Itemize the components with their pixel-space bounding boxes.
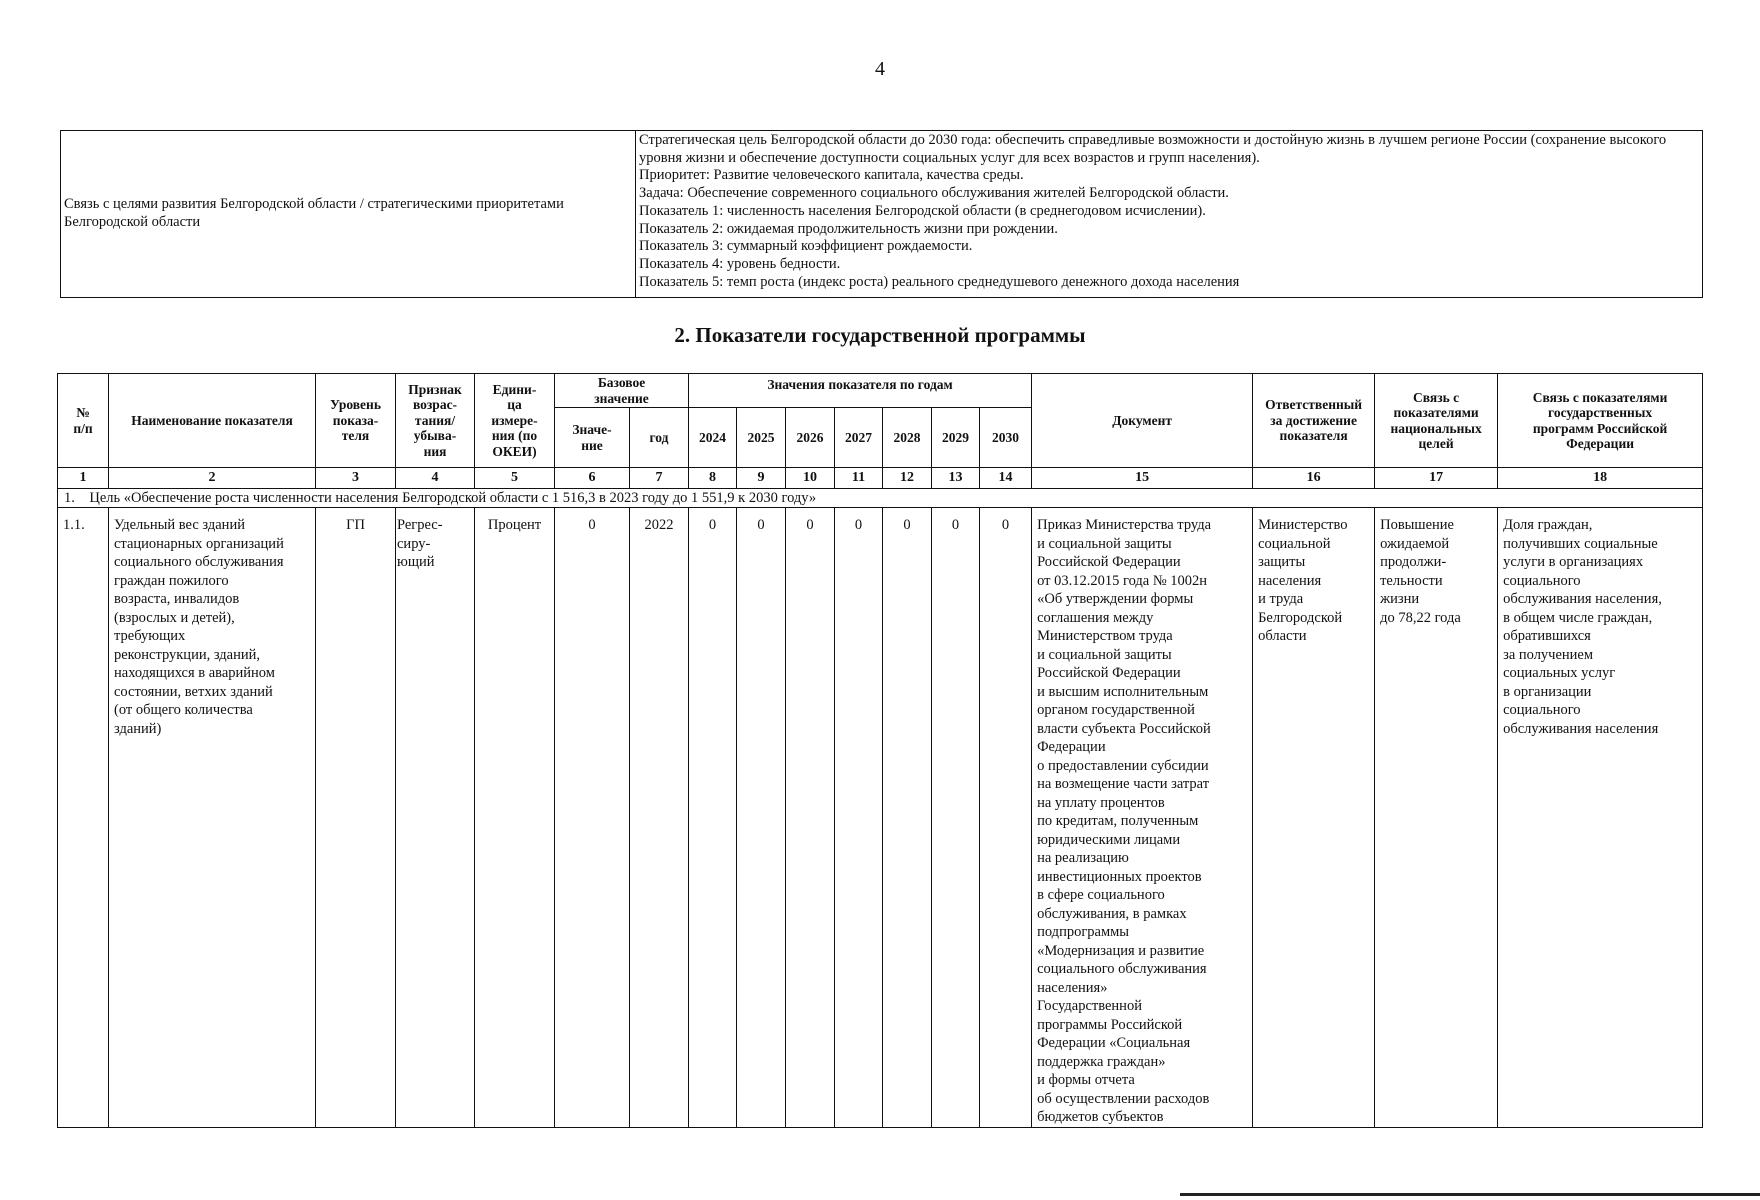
header-year: 2026 <box>786 408 835 468</box>
column-number: 8 <box>689 468 737 489</box>
column-number: 14 <box>980 468 1032 489</box>
goal-line: Стратегическая цель Белгородской области до 2030 года: обеспечить справедливые возможности и достойную жизнь в лучшем регионе России (сохранение высокого уровня жизни и обеспечение доступности социальных услуг для всех возрастов и групп населения). <box>639 132 1667 166</box>
header-base: Базовое значение <box>555 374 689 408</box>
column-number: 2 <box>109 468 316 489</box>
column-number: 12 <box>883 468 932 489</box>
header-level: Уровень показа- теля <box>316 374 396 468</box>
row-base-value: 0 <box>555 508 630 1128</box>
row-value-2028: 0 <box>883 508 932 1128</box>
goals-table <box>60 130 1703 298</box>
header-year: 2029 <box>932 408 980 468</box>
row-document: Приказ Министерства труда и социальной защиты Российской Федерации от 03.12.2015 года № 1002н «Об утверждении формы соглашения между Министерством труда и социальной защиты Российской Федерации и высшим исполнительным органом государственной власти субъекта Российской Федерации о предоставлении субсидии на возмещение части затрат на уплату процентов по кредитам, полученным юридическими лицами на реализацию инвестиционных проектов в сфере социального обслуживания, в рамках подпрограммы «Модернизация и развитие социального обслуживания населения» Государственной программы Российской Федерации «Социальная поддержка граждан» и формы отчета об осуществлении расходов бюджетов субъектов <box>1032 508 1253 1128</box>
header-national: Связь с показателями национальных целей <box>1375 374 1498 468</box>
table-row <box>58 508 1703 1128</box>
column-number: 11 <box>835 468 883 489</box>
goal-line: Показатель 3: суммарный коэффициент рождаемости. <box>639 238 973 255</box>
page-number: 4 <box>875 58 885 80</box>
row-responsible: Министерство социальной защиты населения и труда Белгородской области <box>1253 508 1375 1128</box>
header-base-year: год <box>630 408 689 468</box>
indicators-table <box>57 373 1703 1128</box>
column-number: 9 <box>737 468 786 489</box>
column-number: 7 <box>630 468 689 489</box>
header-unit: Едини- ца измере- ния (по ОКЕИ) <box>475 374 555 468</box>
column-number: 5 <box>475 468 555 489</box>
row-value-2030: 0 <box>980 508 1032 1128</box>
row-national: Повышение ожидаемой продолжи- тельности жизни до 78,22 года <box>1375 508 1498 1128</box>
row-name: Удельный вес зданий стационарных организаций социального обслуживания граждан пожилого возраста, инвалидов (взрослых и детей), требующих реконструкции, зданий, находящихся в аварийном состоянии, ветхих зданий (от общего количества зданий) <box>109 508 316 1128</box>
column-number: 15 <box>1032 468 1253 489</box>
header-year: 2024 <box>689 408 737 468</box>
row-value-2029: 0 <box>932 508 980 1128</box>
header-base-value: Значе- ние <box>555 408 630 468</box>
row-value-2027: 0 <box>835 508 883 1128</box>
header-years-group: Значения показателя по годам <box>689 374 1032 408</box>
goal-line: Приоритет: Развитие человеческого капитала, качества среды. <box>639 167 1024 184</box>
column-number: 10 <box>786 468 835 489</box>
row-unit: Процент <box>475 508 555 1128</box>
header-year: 2027 <box>835 408 883 468</box>
header-federal: Связь с показателями государственных программ Российской Федерации <box>1498 374 1703 468</box>
header-year: 2025 <box>737 408 786 468</box>
header-num: № п/п <box>58 374 109 468</box>
header-responsible: Ответственный за достижение показателя <box>1253 374 1375 468</box>
row-federal: Доля граждан, получивших социальные услуги в организациях социального обслуживания населения, в общем числе граждан, обратившихся за получением социальных услуг в организации социального обслуживания населения <box>1498 508 1703 1128</box>
goal-line: Показатель 5: темп роста (индекс роста) реального среднедушевого денежного дохода населения <box>639 273 1240 290</box>
column-number: 13 <box>932 468 980 489</box>
header-trend: Признак возрас- тания/ убыва- ния <box>396 374 475 468</box>
column-number: 3 <box>316 468 396 489</box>
column-number: 1 <box>58 468 109 489</box>
row-value-2025: 0 <box>737 508 786 1128</box>
row-value-2026: 0 <box>786 508 835 1128</box>
row-base-year: 2022 <box>630 508 689 1128</box>
goal-line: Показатель 4: уровень бедности. <box>639 255 841 272</box>
row-value-2024: 0 <box>689 508 737 1128</box>
goal-row-text: 1. Цель «Обеспечение роста численности населения Белгородской области с 1 516,3 в 2023 году до 1 551,9 к 2030 году» <box>58 489 1703 508</box>
column-number: 18 <box>1498 468 1703 489</box>
section-title: 2. Показатели государственной программы <box>674 323 1086 347</box>
column-number-row <box>58 468 1703 489</box>
column-number: 16 <box>1253 468 1375 489</box>
row-trend: Регрес- сиру- ющий <box>396 508 475 1128</box>
header-document: Документ <box>1032 374 1253 468</box>
goal-line: Показатель 2: ожидаемая продолжительность жизни при рождении. <box>639 220 1058 237</box>
header-name: Наименование показателя <box>109 374 316 468</box>
scan-edge-line <box>1180 1193 1760 1196</box>
row-level: ГП <box>316 508 396 1128</box>
column-number: 17 <box>1375 468 1498 489</box>
goal-row <box>58 489 1703 508</box>
goal-line: Задача: Обеспечение современного социального обслуживания жителей Белгородской области. <box>639 185 1229 202</box>
goals-lines <box>636 131 1703 298</box>
row-num: 1.1. <box>58 508 109 1128</box>
header-year: 2028 <box>883 408 932 468</box>
goals-label: Связь с целями развития Белгородской области / стратегическими приоритетами Белгородской области <box>61 131 636 298</box>
column-number: 4 <box>396 468 475 489</box>
header-year: 2030 <box>980 408 1032 468</box>
column-number: 6 <box>555 468 630 489</box>
goal-line: Показатель 1: численность населения Белгородской области (в среднегодовом исчислении). <box>639 202 1206 219</box>
